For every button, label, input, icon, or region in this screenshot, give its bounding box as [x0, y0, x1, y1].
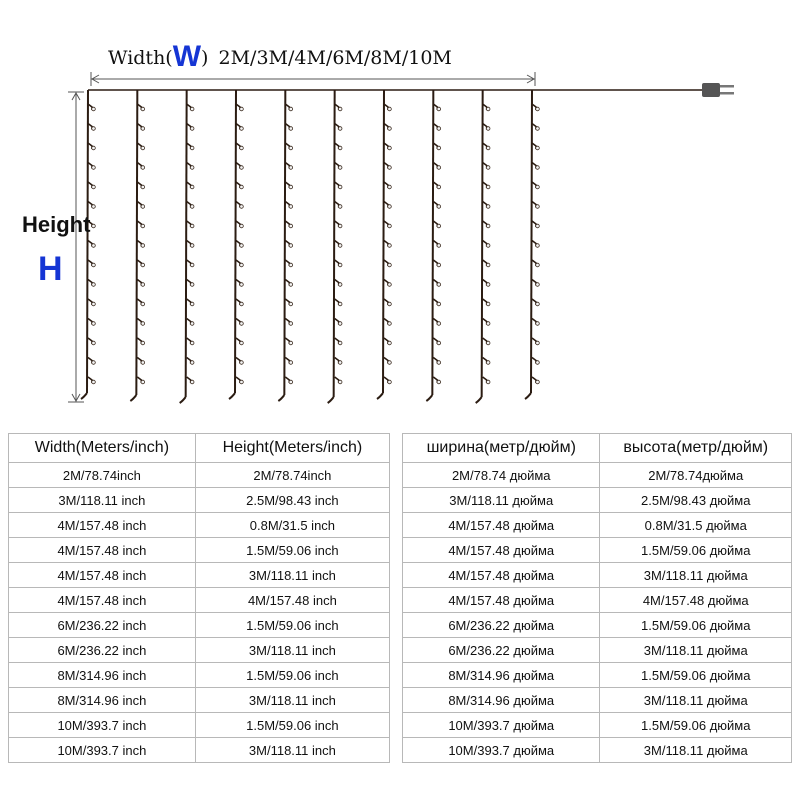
- width-letter: W: [172, 40, 202, 73]
- table-row: [403, 563, 792, 588]
- cell-width: 10M/393.7 дюйма: [403, 738, 600, 763]
- cell-width: 8M/314.96 inch: [9, 663, 196, 688]
- power-plug-icon: [702, 83, 734, 97]
- width-word: Width(: [108, 47, 173, 69]
- table-row: [403, 738, 792, 763]
- cell-width: 4M/157.48 inch: [9, 538, 196, 563]
- cell-width: 4M/157.48 дюйма: [403, 563, 600, 588]
- table-row: [403, 538, 792, 563]
- cell-height: 1.5M/59.06 дюйма: [600, 538, 792, 563]
- table-row: [9, 513, 390, 538]
- table-row: [403, 463, 792, 488]
- cell-width: 6M/236.22 дюйма: [403, 638, 600, 663]
- table-row: [9, 488, 390, 513]
- table-row: [9, 738, 390, 763]
- table-row: [9, 638, 390, 663]
- table-row: [9, 588, 390, 613]
- cell-width: 3M/118.11 inch: [9, 488, 196, 513]
- cell-height: 3M/118.11 дюйма: [600, 688, 792, 713]
- cell-width: 8M/314.96 inch: [9, 688, 196, 713]
- cell-width: 10M/393.7 inch: [9, 738, 196, 763]
- cell-width: 4M/157.48 inch: [9, 513, 196, 538]
- cell-height: 1.5M/59.06 inch: [195, 663, 389, 688]
- cell-height: 0.8M/31.5 дюйма: [600, 513, 792, 538]
- size-table-russian: [402, 433, 792, 763]
- table-row: [9, 463, 390, 488]
- light-strand: [328, 90, 342, 403]
- width-dimension-line: [91, 72, 535, 86]
- table-row: [9, 563, 390, 588]
- light-strand: [476, 90, 490, 403]
- cell-width: 6M/236.22 inch: [9, 638, 196, 663]
- cell-height: 1.5M/59.06 дюйма: [600, 613, 792, 638]
- header-height-ru: высота(метр/дюйм): [600, 434, 792, 463]
- cell-width: 6M/236.22 inch: [9, 613, 196, 638]
- cell-height: 1.5M/59.06 inch: [195, 713, 389, 738]
- cell-height: 2M/78.74inch: [195, 463, 389, 488]
- table-row: [403, 638, 792, 663]
- light-strand: [525, 90, 539, 399]
- table-row: [9, 688, 390, 713]
- height-word: Height: [22, 212, 91, 237]
- cell-height: 2.5M/98.43 дюйма: [600, 488, 792, 513]
- table-header-row: [9, 434, 390, 463]
- width-close: ): [201, 47, 209, 69]
- table-gap: [390, 433, 402, 773]
- cell-width: 2M/78.74inch: [9, 463, 196, 488]
- light-strand: [377, 90, 391, 399]
- cell-height: 1.5M/59.06 дюйма: [600, 713, 792, 738]
- cell-height: 3M/118.11 inch: [195, 563, 389, 588]
- size-table-english: [8, 433, 390, 763]
- cell-height: 2.5M/98.43 inch: [195, 488, 389, 513]
- light-strand: [180, 90, 194, 403]
- table-row: [403, 663, 792, 688]
- width-label: [108, 40, 452, 74]
- table-row: [9, 713, 390, 738]
- cell-height: 3M/118.11 inch: [195, 688, 389, 713]
- table-header-row: [403, 434, 792, 463]
- light-strand: [229, 90, 243, 399]
- table-row: [9, 663, 390, 688]
- table-row: [403, 513, 792, 538]
- cell-height: 0.8M/31.5 inch: [195, 513, 389, 538]
- size-tables: [0, 433, 800, 773]
- cell-width: 10M/393.7 inch: [9, 713, 196, 738]
- width-sizes: 2M/3M/4M/6M/8M/10M: [218, 47, 452, 69]
- table-row: [403, 588, 792, 613]
- cell-width: 10M/393.7 дюйма: [403, 713, 600, 738]
- cell-width: 4M/157.48 дюйма: [403, 588, 600, 613]
- cell-height: 1.5M/59.06 inch: [195, 613, 389, 638]
- light-strand: [130, 90, 144, 401]
- cell-height: 4M/157.48 inch: [195, 588, 389, 613]
- cell-width: 3M/118.11 дюйма: [403, 488, 600, 513]
- header-width: Width(Meters/inch): [9, 434, 196, 463]
- cell-width: 4M/157.48 дюйма: [403, 538, 600, 563]
- light-strand: [81, 90, 95, 399]
- cell-height: 3M/118.11 дюйма: [600, 638, 792, 663]
- light-strand: [426, 90, 440, 401]
- cell-height: 3M/118.11 inch: [195, 638, 389, 663]
- cell-width: 4M/157.48 inch: [9, 563, 196, 588]
- cell-width: 8M/314.96 дюйма: [403, 663, 600, 688]
- light-strands: [81, 90, 539, 403]
- table-row: [403, 713, 792, 738]
- cell-width: 2M/78.74 дюйма: [403, 463, 600, 488]
- table-row: [403, 488, 792, 513]
- cell-height: 4M/157.48 дюйма: [600, 588, 792, 613]
- cell-height: 2M/78.74дюйма: [600, 463, 792, 488]
- header-height: Height(Meters/inch): [195, 434, 389, 463]
- cell-width: 6M/236.22 дюйма: [403, 613, 600, 638]
- light-strand: [278, 90, 292, 401]
- cell-height: 3M/118.11 дюйма: [600, 563, 792, 588]
- cell-width: 4M/157.48 дюйма: [403, 513, 600, 538]
- table-row: [9, 538, 390, 563]
- cell-width: 8M/314.96 дюйма: [403, 688, 600, 713]
- header-width-ru: ширина(метр/дюйм): [403, 434, 600, 463]
- height-letter: H: [38, 250, 63, 288]
- table-row: [403, 613, 792, 638]
- cell-height: 1.5M/59.06 дюйма: [600, 663, 792, 688]
- cell-height: 1.5M/59.06 inch: [195, 538, 389, 563]
- table-row: [403, 688, 792, 713]
- cell-height: 3M/118.11 дюйма: [600, 738, 792, 763]
- height-dimension-line: [68, 92, 84, 402]
- cell-width: 4M/157.48 inch: [9, 588, 196, 613]
- cell-height: 3M/118.11 inch: [195, 738, 389, 763]
- table-row: [9, 613, 390, 638]
